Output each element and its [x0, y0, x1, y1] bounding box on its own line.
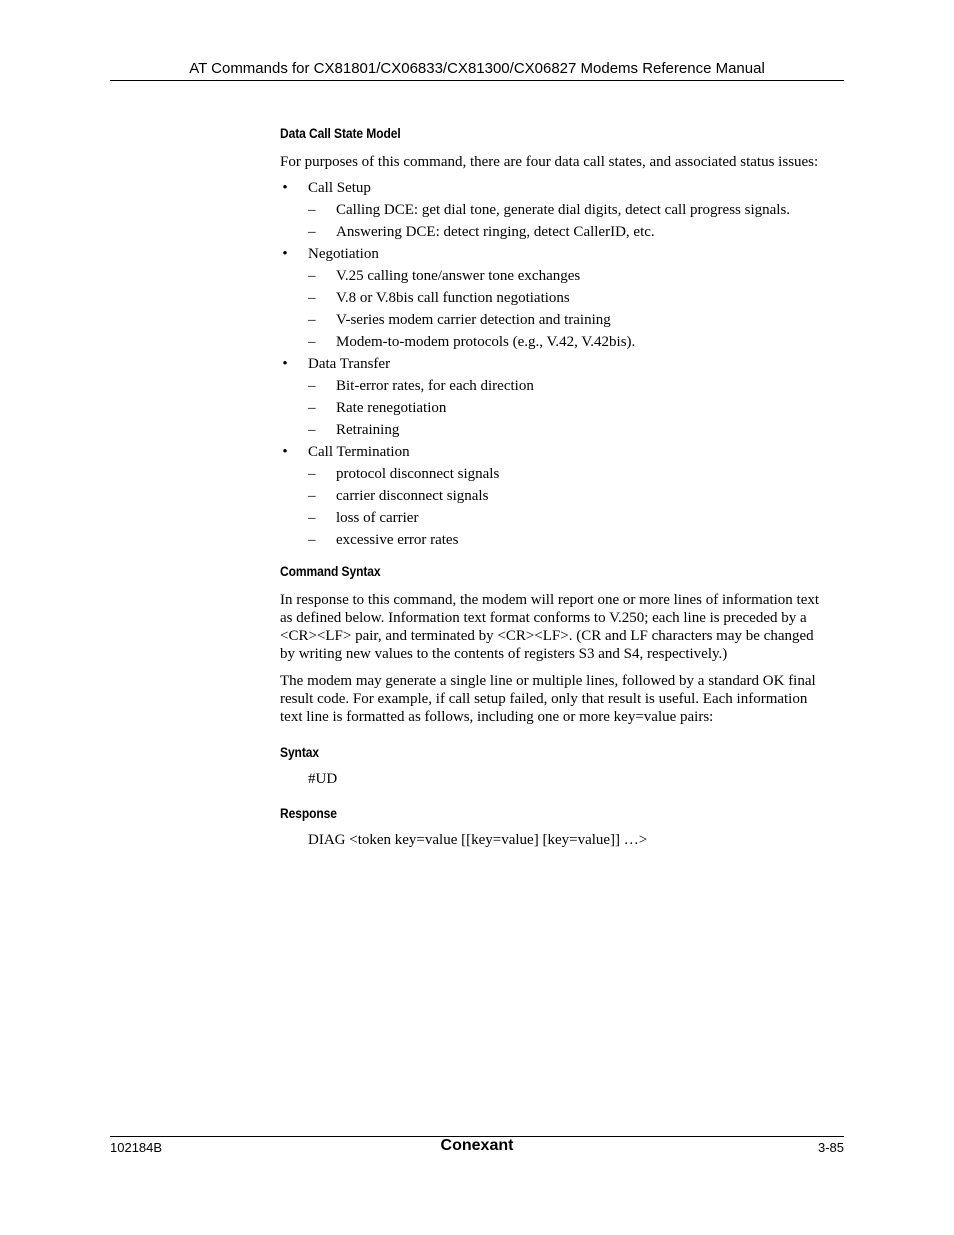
section-heading-syntax: Syntax [280, 744, 319, 760]
sub-list-item [308, 419, 844, 441]
sub-list-item-text: carrier disconnect signals [336, 488, 489, 504]
sub-list [308, 375, 844, 441]
sub-list-item [308, 287, 844, 309]
dash-icon: – [308, 334, 316, 350]
list-item-label: Call Termination [308, 444, 410, 460]
section-heading-response: Response [280, 805, 337, 821]
command-syntax-paragraph-1 [280, 591, 844, 663]
footer-company: Conexant [440, 1137, 514, 1154]
list-item [280, 243, 844, 353]
dash-icon: – [308, 532, 316, 548]
bullet-icon: • [282, 246, 288, 262]
paragraph-line: <CR><LF> pair, and terminated by <CR><LF>. (CR and LF characters may be changed [280, 628, 814, 644]
dash-icon: – [308, 466, 316, 482]
dash-icon: – [308, 312, 316, 328]
section-heading-data-call-state-model: Data Call State Model [280, 125, 401, 141]
list-item-label: Negotiation [308, 246, 379, 262]
command-syntax-paragraph-2 [280, 672, 844, 726]
dash-icon: – [308, 510, 316, 526]
dash-icon: – [308, 488, 316, 504]
sub-list-item-text: Answering DCE: detect ringing, detect CallerID, etc. [336, 224, 655, 240]
sub-list [308, 463, 844, 551]
sub-list-item-text: excessive error rates [336, 532, 459, 548]
bullet-icon: • [282, 444, 288, 460]
sub-list-item-text: Bit-error rates, for each direction [336, 378, 534, 394]
sub-list-item-text: loss of carrier [336, 510, 419, 526]
sub-list-item [308, 507, 844, 529]
sub-list-item [308, 463, 844, 485]
sub-list-item-text: V.25 calling tone/answer tone exchanges [336, 268, 581, 284]
dash-icon: – [308, 224, 316, 240]
sub-list-item [308, 309, 844, 331]
sub-list-item [308, 485, 844, 507]
list-item-label: Data Transfer [308, 356, 391, 372]
dash-icon: – [308, 400, 316, 416]
footer-page-number: 3-85 [817, 1140, 844, 1155]
list-item [280, 441, 844, 551]
running-header: AT Commands for CX81801/CX06833/CX81300/CX06827 Modems Reference Manual [189, 60, 765, 77]
dash-icon: – [308, 422, 316, 438]
paragraph-line: text line is formatted as follows, including one or more key=value pairs: [280, 709, 714, 725]
call-state-list [280, 177, 844, 551]
sub-list-item [308, 331, 844, 353]
sub-list-item [308, 221, 844, 243]
list-item [280, 353, 844, 441]
section-heading-command-syntax: Command Syntax [280, 563, 381, 579]
sub-list [308, 199, 844, 243]
sub-list-item-text: V-series modem carrier detection and training [336, 312, 611, 328]
sub-list [308, 265, 844, 353]
syntax-code: #UD [308, 771, 338, 787]
response-code: DIAG <token key=value [[key=value] [key=value]] …> [308, 832, 648, 848]
sub-list-item-text: V.8 or V.8bis call function negotiations [336, 290, 570, 306]
sub-list-item [308, 397, 844, 419]
list-item [280, 177, 844, 243]
sub-list-item-text: Modem-to-modem protocols (e.g., V.42, V.42bis). [336, 334, 636, 350]
dash-icon: – [308, 290, 316, 306]
sub-list-item-text: Rate renegotiation [336, 400, 447, 416]
list-item-label: Call Setup [308, 180, 371, 196]
bullet-icon: • [282, 180, 288, 196]
paragraph-line: as defined below. Information text format conforms to V.250; each line is preceded by a [280, 610, 807, 626]
bullet-icon: • [282, 356, 288, 372]
dash-icon: – [308, 268, 316, 284]
paragraph-line: by writing new values to the contents of registers S3 and S4, respectively.) [280, 646, 728, 662]
sub-list-item-text: Retraining [336, 422, 400, 438]
dash-icon: – [308, 202, 316, 218]
sub-list-item [308, 265, 844, 287]
header-rule [110, 80, 844, 81]
sub-list-item [308, 529, 844, 551]
sub-list-item [308, 375, 844, 397]
paragraph-line: result code. For example, if call setup failed, only that result is useful. Each information [280, 691, 808, 707]
page-content [280, 125, 844, 849]
footer-doc-number: 102184B [110, 1140, 163, 1155]
dash-icon: – [308, 378, 316, 394]
sub-list-item-text: protocol disconnect signals [336, 466, 500, 482]
intro-paragraph: For purposes of this command, there are four data call states, and associated status issues: [280, 154, 819, 170]
sub-list-item [308, 199, 844, 221]
paragraph-line: In response to this command, the modem will report one or more lines of information text [280, 592, 820, 608]
paragraph-line: The modem may generate a single line or multiple lines, followed by a standard OK final [280, 673, 816, 689]
sub-list-item-text: Calling DCE: get dial tone, generate dial digits, detect call progress signals. [336, 202, 791, 218]
